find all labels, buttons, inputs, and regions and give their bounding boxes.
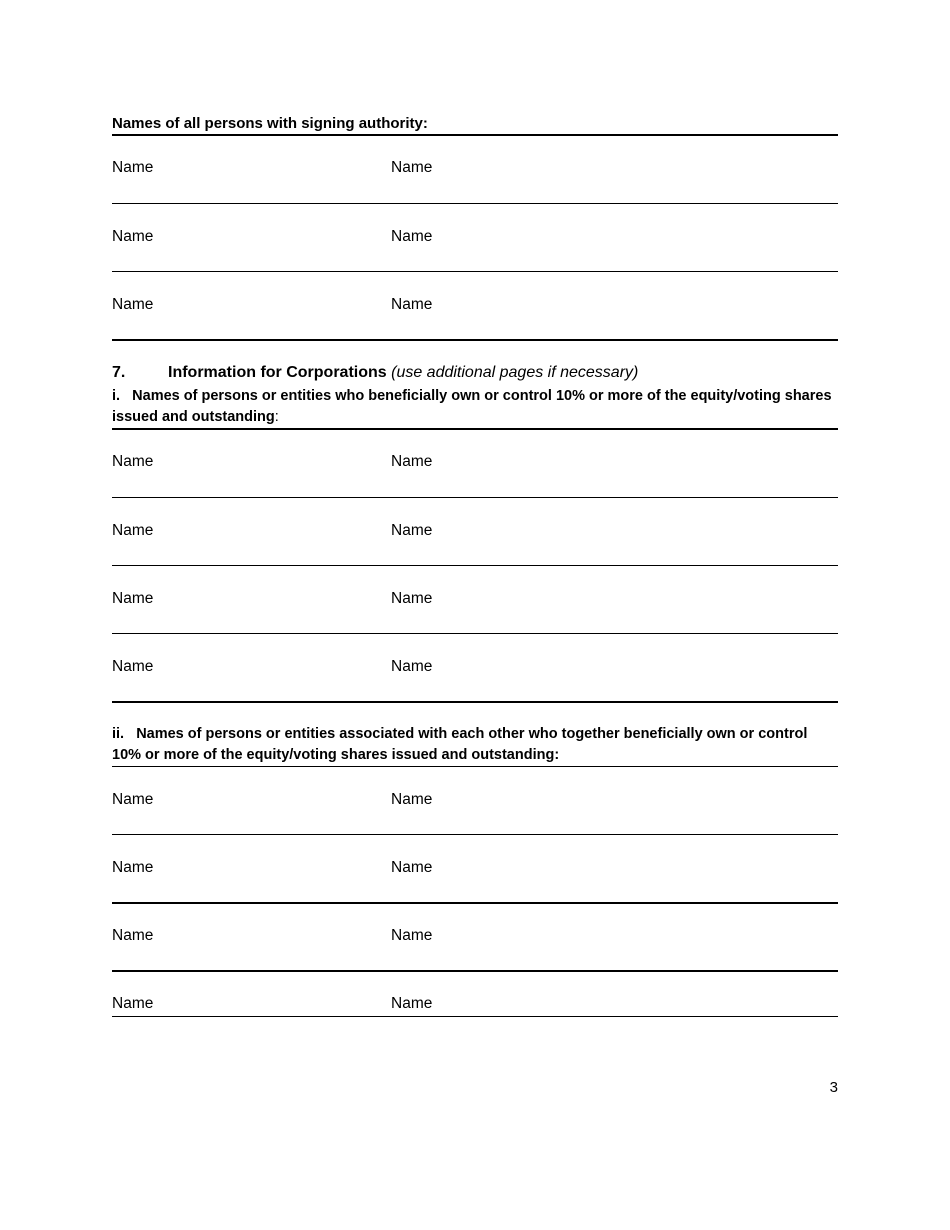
name-label: Name: [391, 590, 433, 607]
name-row: [112, 589, 838, 609]
part-i-heading: [112, 386, 838, 428]
name-label: Name: [112, 859, 154, 876]
name-label: Name: [391, 522, 433, 539]
heading-rule: [112, 134, 838, 136]
name-label: Name: [391, 791, 433, 808]
name-label: Name: [391, 927, 433, 944]
name-row: [112, 790, 838, 810]
name-label: Name: [112, 995, 154, 1012]
row-rule: [112, 834, 838, 835]
row-rule: [112, 271, 838, 272]
row-rule: [112, 970, 838, 972]
name-row: [112, 521, 838, 541]
row-rule: [112, 497, 838, 498]
name-label: Name: [112, 590, 154, 607]
name-row: [112, 158, 838, 178]
section-title-text: [168, 362, 638, 384]
part-i-suffix: :: [274, 409, 279, 425]
name-row: [112, 452, 838, 472]
page-number: 3: [829, 1079, 838, 1096]
section-rule: [112, 339, 838, 341]
name-row: [112, 858, 838, 878]
name-label: Name: [112, 791, 154, 808]
heading-rule: [112, 766, 838, 767]
form-page: [112, 0, 838, 1230]
name-label: Name: [391, 995, 433, 1012]
name-label: Name: [112, 453, 154, 470]
heading-rule: [112, 428, 838, 430]
name-label: Name: [391, 453, 433, 470]
name-label: Name: [112, 927, 154, 944]
name-row: [112, 994, 838, 1014]
row-rule: [112, 1016, 838, 1017]
part-ii-heading: [112, 724, 838, 766]
signing-authority-heading: Names of all persons with signing authority:: [112, 115, 428, 132]
name-label: Name: [112, 159, 154, 176]
section-title-label: Information for Corporations: [168, 364, 387, 381]
section-rule: [112, 701, 838, 703]
row-rule: [112, 633, 838, 634]
name-label: Name: [391, 228, 433, 245]
name-label: Name: [112, 658, 154, 675]
name-label: Name: [112, 296, 154, 313]
row-rule: [112, 902, 838, 904]
row-rule: [112, 203, 838, 204]
part-ii-text: Names of persons or entities associated with each other who together beneficially own or control 10% or more of the equity/voting shares issued and outstanding:: [112, 726, 808, 763]
name-label: Name: [391, 859, 433, 876]
name-row: [112, 227, 838, 247]
name-label: Name: [391, 658, 433, 675]
name-row: [112, 926, 838, 946]
part-i-text: Names of persons or entities who beneficially own or control 10% or more of the equity/voting shares issued and outstanding: [112, 388, 832, 425]
name-row: [112, 657, 838, 677]
section-number: 7.: [112, 364, 126, 381]
name-label: Name: [112, 228, 154, 245]
section-note: (use additional pages if necessary): [391, 364, 639, 381]
part-ii-label: ii.: [112, 726, 125, 742]
row-rule: [112, 565, 838, 566]
name-label: Name: [112, 522, 154, 539]
name-row: [112, 295, 838, 315]
name-label: Name: [391, 159, 433, 176]
part-i-label: i.: [112, 388, 121, 404]
name-label: Name: [391, 296, 433, 313]
